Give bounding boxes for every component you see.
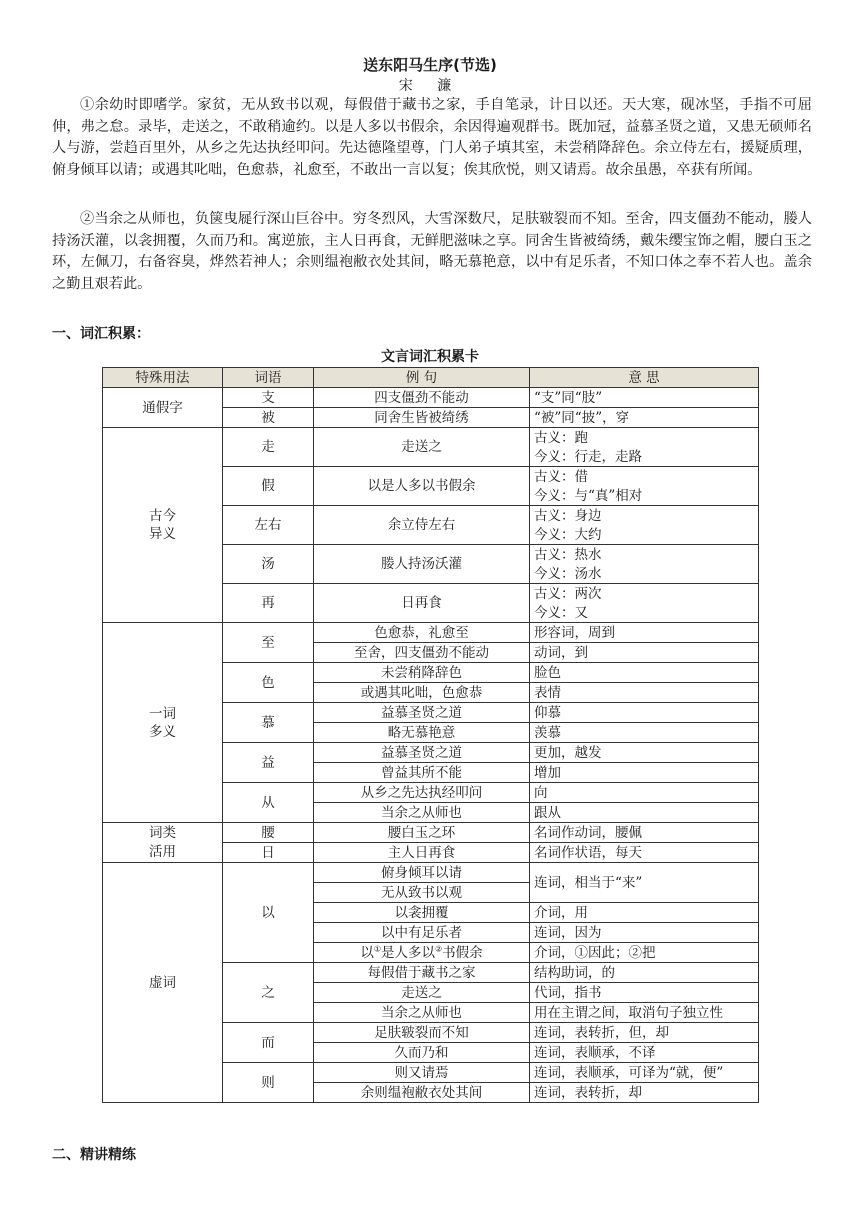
example-cell: 益慕圣贤之道: [314, 703, 530, 723]
example-cell: 每假借于藏书之家: [314, 963, 530, 983]
table-header-row: [103, 368, 759, 388]
word-cell: 走: [223, 428, 314, 467]
table-row: [103, 428, 759, 448]
meaning-cell: 表情: [530, 683, 759, 703]
word-cell: 而: [223, 1023, 314, 1063]
example-cell: 当余之从师也: [314, 803, 530, 823]
word-cell: 被: [223, 408, 314, 428]
word-cell: 支: [223, 388, 314, 408]
meaning-cell: “支”同“肢”: [530, 388, 759, 408]
example-cell: 俯身倾耳以请: [314, 863, 530, 883]
meaning-cell: 代词，指书: [530, 983, 759, 1003]
meaning-cell: 动词，到: [530, 643, 759, 663]
meaning-cell: “被”同“披”，穿: [530, 408, 759, 428]
word-cell: 汤: [223, 545, 314, 584]
example-cell: 久而乃和: [314, 1043, 530, 1063]
category-cell: 通假字: [103, 388, 223, 428]
word-cell: 日: [223, 843, 314, 863]
word-cell: 则: [223, 1063, 314, 1103]
example-cell: 略无慕艳意: [314, 723, 530, 743]
table-row: [103, 863, 759, 883]
word-cell: 之: [223, 963, 314, 1023]
word-cell: 左右: [223, 506, 314, 545]
doc-author: 宋 濂: [398, 78, 462, 94]
meaning-cell: 今义：与“真”相对: [530, 486, 759, 506]
meaning-cell: 古义：两次: [530, 584, 759, 604]
example-cell: 余立侍左右: [314, 506, 530, 545]
example-cell: 四支僵劲不能动: [314, 388, 530, 408]
section-heading-vocab: 一、词汇积累：: [52, 326, 150, 342]
word-cell: 从: [223, 783, 314, 823]
word-cell: 假: [223, 467, 314, 506]
example-cell: 足肤皲裂而不知: [314, 1023, 530, 1043]
example-text: 以: [360, 944, 374, 961]
category-line: 一词: [149, 705, 176, 722]
meaning-cell: 今义：行走，走路: [530, 447, 759, 467]
example-cell: 则又请焉: [314, 1063, 530, 1083]
header-example: 例 句: [314, 368, 530, 388]
example-cell: 媵人持汤沃灌: [314, 545, 530, 584]
example-cell: 以是人多以书假余: [314, 467, 530, 506]
category-cell: 词类: [103, 823, 223, 843]
example-cell: 当余之从师也: [314, 1003, 530, 1023]
example-cell: 无从致书以观: [314, 883, 530, 903]
meaning-cell: 今义：又: [530, 603, 759, 623]
header-word: 词语: [223, 368, 314, 388]
word-cell: 以: [223, 863, 314, 963]
example-cell: 从乡之先达执经叩问: [314, 783, 530, 803]
example-cell: 曾益其所不能: [314, 763, 530, 783]
example-cell: 走送之: [314, 428, 530, 467]
meaning-cell: 向: [530, 783, 759, 803]
meaning-cell: 介词，①因此；②把: [530, 943, 759, 963]
category-line: 多义: [149, 723, 176, 740]
section-heading-practice: 二、精讲精练: [52, 1147, 136, 1163]
meaning-cell: 连词，相当于“来”: [530, 863, 759, 903]
example-cell: 色愈恭，礼愈至: [314, 623, 530, 643]
example-cell: 日再食: [314, 584, 530, 623]
meaning-cell: 仰慕: [530, 703, 759, 723]
word-cell: 再: [223, 584, 314, 623]
marker-1: ①: [373, 944, 381, 953]
marker-2: ②: [435, 944, 443, 953]
meaning-cell: 连词，表顺承，可译为“就，便”: [530, 1063, 759, 1083]
meaning-cell: 连词，表转折，但，却: [530, 1023, 759, 1043]
table-row: [103, 823, 759, 843]
meaning-cell: 更加，越发: [530, 743, 759, 763]
category-cell: [103, 428, 223, 623]
meaning-cell: 结构助词，的: [530, 963, 759, 983]
meaning-cell: 古义：身边: [530, 506, 759, 526]
example-cell: 余则缊袍敝衣处其间: [314, 1083, 530, 1103]
meaning-cell: 用在主谓之间，取消句子独立性: [530, 1003, 759, 1023]
table-row: [103, 623, 759, 643]
example-cell: 未尝稍降辞色: [314, 663, 530, 683]
meaning-cell: 羡慕: [530, 723, 759, 743]
meaning-cell: 今义：汤水: [530, 564, 759, 584]
meaning-cell: 古义：热水: [530, 545, 759, 565]
meaning-cell: 古义：跑: [530, 428, 759, 448]
table-row: [103, 388, 759, 408]
paragraph-1: ①余幼时即嗜学。家贫，无从致书以观，每假借于藏书之家，手自笔录，计日以还。天大寒，砚冰坚，手指不可屈伸，弗之怠。录毕，走送之，不敢稍逾约。以是人多以书假余，余因得遍观群书。既加冠，益慕圣贤之道，又患无硕师名人与游，尝趋百里外，从乡之先达执经叩问。先达德隆望尊，门人弟子填其室，未尝稍降辞色。余立侍左右，援疑质理，俯身倾耳以请；或遇其叱咄，色愈恭，礼愈至，不敢出一言以复；俟其欣悦，则又请焉。故余虽愚，卒获有所闻。: [52, 97, 812, 178]
meaning-cell: 增加: [530, 763, 759, 783]
word-cell: 至: [223, 623, 314, 663]
example-cell: 以中有足乐者: [314, 923, 530, 943]
meaning-cell: 连词，表转折，却: [530, 1083, 759, 1103]
meaning-cell: 连词，因为: [530, 923, 759, 943]
example-cell: 或遇其叱咄，色愈恭: [314, 683, 530, 703]
meaning-cell: 名词作动词，腰佩: [530, 823, 759, 843]
vocab-card-title: 文言词汇积累卡: [381, 349, 479, 365]
example-text: 是人多以: [381, 944, 435, 961]
example-cell: 腰白玉之环: [314, 823, 530, 843]
paragraph-2: ②当余之从师也，负箧曳屣行深山巨谷中。穷冬烈风，大雪深数尺，足肤皲裂而不知。至舍，四支僵劲不能动，媵人持汤沃灌，以衾拥覆，久而乃和。寓逆旅，主人日再食，无鲜肥滋味之享。同舍生皆被绮绣，戴朱缨宝饰之帽，腰白玉之环，左佩刀，右备容臭，烨然若神人；余则缊袍敝衣处其间，略无慕艳意，以中有足乐者，不知口体之奉不若人也。盖余之勤且艰若此。: [52, 211, 812, 292]
word-cell: 腰: [223, 823, 314, 843]
example-cell: 走送之: [314, 983, 530, 1003]
meaning-cell: 脸色: [530, 663, 759, 683]
category-line: 古今: [149, 508, 176, 524]
example-cell: [314, 943, 530, 963]
meaning-cell: 名词作状语，每天: [530, 843, 759, 863]
example-cell: 至舍，四支僵劲不能动: [314, 643, 530, 663]
example-cell: 同舍生皆被绮绣: [314, 408, 530, 428]
vocab-table: [102, 367, 759, 1103]
category-cell: 虚词: [103, 863, 223, 1103]
word-cell: 慕: [223, 703, 314, 743]
meaning-cell: 跟从: [530, 803, 759, 823]
category-cell: 活用: [103, 843, 223, 863]
doc-title: 送东阳马生序(节选): [363, 56, 497, 74]
example-cell: 以衾拥覆: [314, 903, 530, 923]
example-cell: 主人日再食: [314, 843, 530, 863]
header-meaning: 意 思: [530, 368, 759, 388]
meaning-cell: 古义：借: [530, 467, 759, 487]
header-usage: 特殊用法: [103, 368, 223, 388]
table-row: [103, 843, 759, 863]
meaning-cell: 形容词，周到: [530, 623, 759, 643]
meaning-cell: 介词，用: [530, 903, 759, 923]
example-cell: 益慕圣贤之道: [314, 743, 530, 763]
word-cell: 益: [223, 743, 314, 783]
example-text: 书假余: [442, 944, 483, 961]
word-cell: 色: [223, 663, 314, 703]
category-cell: [103, 623, 223, 823]
meaning-cell: 连词，表顺承，不译: [530, 1043, 759, 1063]
category-line: 异义: [149, 526, 176, 542]
meaning-cell: 今义：大约: [530, 525, 759, 545]
